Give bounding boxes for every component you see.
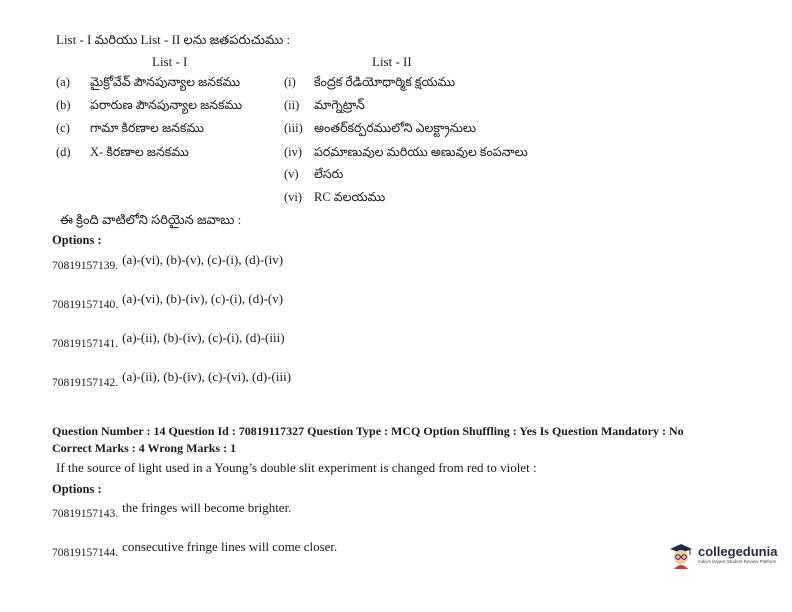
answer-prompt: ఈ క్రింది వాటిలోని సరియైన జవాబు : — [60, 212, 242, 227]
list-1-label: (a) — [56, 75, 70, 89]
option-text: (a)-(vi), (b)-(iv), (c)-(i), (d)-(v) — [122, 291, 284, 306]
list-1-text: గామా కిరణాల జనకము — [90, 121, 204, 135]
list-1-label: (c) — [56, 121, 70, 135]
list-2-label: (v) — [284, 167, 299, 181]
list-1-item — [56, 98, 242, 116]
option-row[interactable] — [52, 369, 292, 389]
list-1-text: X- కిరణాల జనకము — [90, 145, 189, 159]
options-label: Options : — [52, 233, 102, 247]
list-2-item — [284, 75, 455, 93]
list-2-text: మాగ్నెట్రాన్ — [314, 98, 365, 112]
option-row[interactable] — [52, 291, 284, 311]
option-id: 70819157143. — [52, 508, 119, 520]
list-2-label: (ii) — [284, 98, 300, 112]
collegedunia-logo — [668, 540, 777, 570]
option-row[interactable] — [52, 252, 284, 272]
list-2-text: అంతర్‌కర్పరములోని ఎలక్ట్రానులు — [314, 121, 477, 135]
option-id: 70819157141. — [52, 338, 119, 350]
option-id: 70819157142. — [52, 377, 119, 389]
option-text: the fringes will become brighter. — [122, 500, 292, 515]
option-text: (a)-(ii), (b)-(iv), (c)-(i), (d)-(iii) — [122, 330, 285, 345]
list-2-text: లేసరు — [314, 167, 344, 181]
list-2-item — [284, 145, 528, 163]
option-id: 70819157140. — [52, 299, 119, 311]
option-text: (a)-(ii), (b)-(iv), (c)-(vi), (d)-(iii) — [122, 369, 292, 384]
options-label: Options : — [52, 482, 102, 496]
list-2-header: List - II — [372, 54, 412, 69]
option-id: 70819157139. — [52, 260, 119, 272]
list-1-item — [56, 121, 204, 139]
list-2-label: (i) — [284, 75, 296, 89]
list-2-item — [284, 98, 365, 116]
list-2-label: (vi) — [284, 190, 303, 204]
list-1-label: (d) — [56, 145, 71, 159]
list-2-text: కేంద్రక రేడియోధార్మిక క్షయము — [314, 75, 456, 89]
list-1-text: మైక్రోవేవ్ పౌనపున్యాల జనకము — [90, 75, 241, 89]
option-text: (a)-(vi), (b)-(v), (c)-(i), (d)-(iv) — [122, 252, 284, 267]
mascot-icon — [668, 540, 694, 570]
option-row[interactable] — [52, 330, 285, 350]
list-2-label: (iii) — [284, 121, 303, 135]
match-instruction: List - I మరియు List - II లను జతపరుచుము : — [56, 32, 291, 47]
list-1-header: List - I — [152, 54, 188, 69]
option-row[interactable] — [52, 500, 292, 520]
option-id: 70819157144. — [52, 547, 119, 559]
logo-name: collegedunia — [698, 544, 778, 560]
question-text: If the source of light used in a Young’s double slit experiment is changed from red to violet : — [56, 460, 537, 475]
logo-tagline: India's largest Student Review Platform — [698, 559, 777, 565]
list-2-item — [284, 121, 476, 139]
list-2-item — [284, 190, 385, 208]
list-1-item — [56, 145, 189, 163]
list-1-item — [56, 75, 240, 93]
question-marks: Correct Marks : 4 Wrong Marks : 1 — [52, 441, 237, 455]
list-2-text: RC వలయము — [314, 190, 386, 204]
list-1-label: (b) — [56, 98, 71, 112]
list-2-label: (iv) — [284, 145, 303, 159]
option-text: consecutive fringe lines will come closer. — [122, 539, 338, 554]
list-1-text: పరారుణ పౌనపున్యాల జనకము — [90, 98, 243, 112]
list-2-item — [284, 167, 343, 185]
list-2-text: పరమాణువుల మరియు అణువుల కంపనాలు — [314, 145, 528, 159]
question-meta: Question Number : 14 Question Id : 70819117327 Question Type : MCQ Option Shuffling : Yes Is Question Mandatory : No — [52, 424, 684, 438]
option-row[interactable] — [52, 539, 338, 559]
